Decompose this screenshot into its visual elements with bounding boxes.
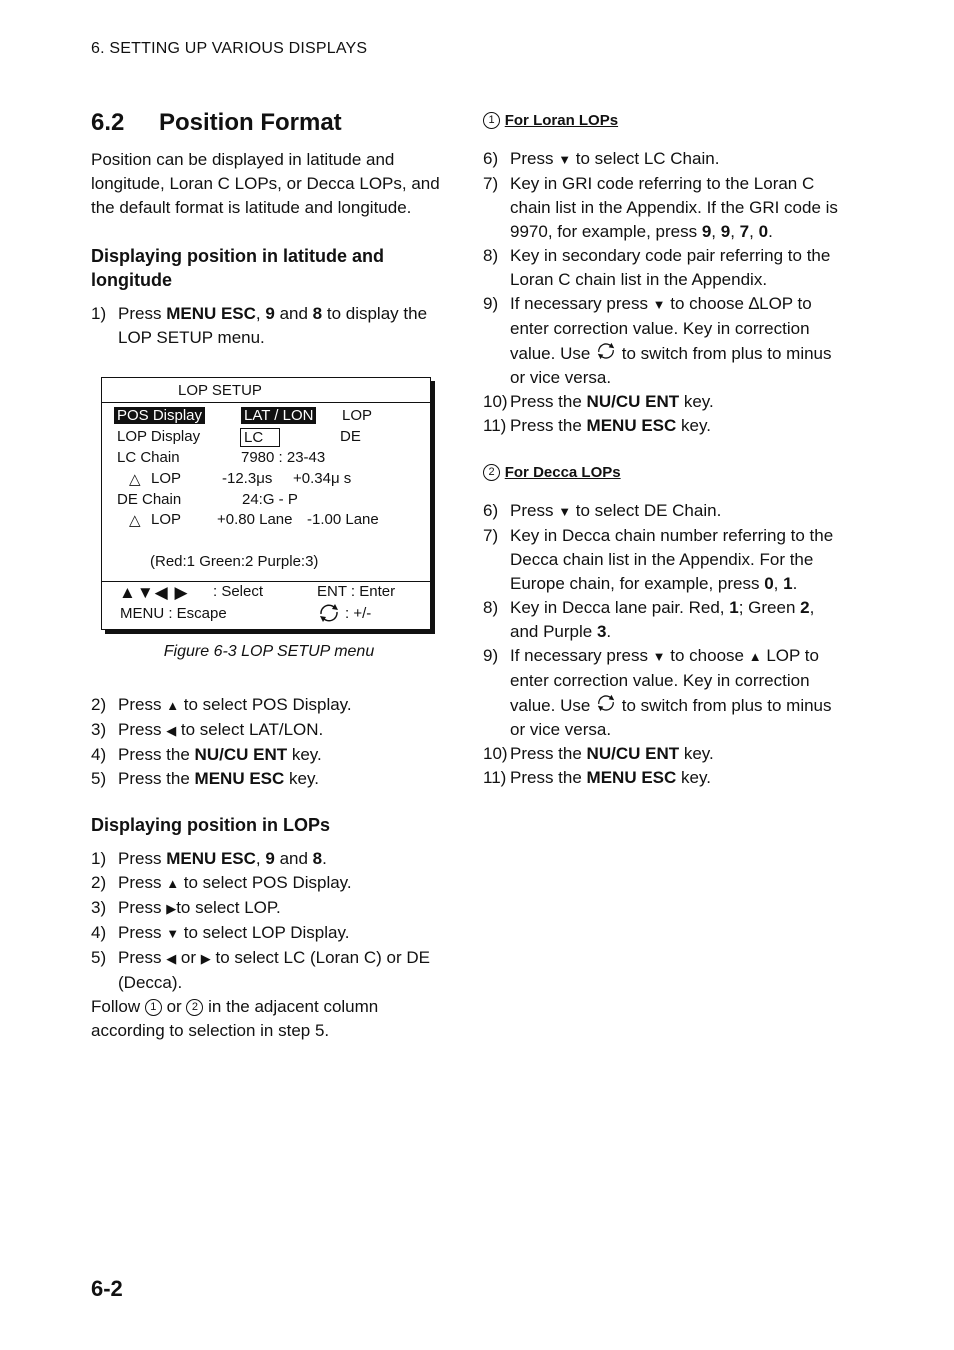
down-arrow-icon: ▼ [652,297,666,312]
latlon-step-3: 3) Press ◀ to select LAT/LON. [91,720,324,739]
delta-icon: △ [129,471,141,488]
latlon-step-5: 5) Press the MENU ESC key. [91,769,319,788]
de-lop-value-1: +0.80 Lane [217,511,293,528]
lop-option: LOP [342,407,373,424]
menu-divider [102,581,430,582]
lops-step-1: 1) Press MENU ESC, 9 and 8. [91,849,327,868]
decca-step-7: 7) Key in Decca chain number referring to the Decca chain list in the Appendix. For the Europe chain, for example, press 0, 1. [483,526,834,593]
left-column [91,108,451,350]
escape-hint: MENU : Escape [120,605,227,622]
down-arrow-icon: ▼ [558,504,572,519]
section-title [91,108,451,138]
decca-step-9: 9) If necessary press ▼ to choose ▲ LOP to enter correction value. Key in correction value. Use to switch from plus to minus or vice versa. [483,646,832,739]
section-heading: Position Format [159,109,342,136]
loran-step-7: 7) Key in GRI code referring to the Loran C chain list in the Appendix. If the GRI code is 9970, for example, press 9, 9, 7, 0. [483,174,838,241]
latlon-step-2: 2) Press ▲ to select POS Display. [91,695,352,714]
loran-step-8: 8) Key in secondary code pair referring to the Loran C chain list in the Appendix. [483,246,831,289]
circled-one-icon: 1 [145,999,162,1016]
up-arrow-icon: ▲ [166,698,180,713]
de-chain-value: 24:G - P [242,491,298,508]
de-lop-value-2: -1.00 Lane [307,511,379,528]
page-number: 6-2 [91,1276,123,1301]
circled-one-icon: 1 [483,112,500,129]
right-column [483,108,843,790]
section-number: 6.2 [91,109,125,136]
decca-heading: 2 For Decca LOPs [483,460,843,485]
follow-note: Follow 1 or 2 in the adjacent column according to selection in step 5. [91,997,379,1040]
decca-step-11: 11) Press the MENU ESC key. [483,768,711,787]
left-column-continued [91,693,451,1043]
enter-hint: ENT : Enter [317,583,396,600]
delta-icon: △ [129,512,141,529]
lop-display-item: LOP Display [117,428,201,445]
de-option: DE [340,428,361,445]
plus-minus-cycle-icon [317,602,341,624]
lc-lop-value-1: -12.3μs [222,470,273,487]
latlon-heading: Displaying position in latitude and longitude [91,246,385,290]
running-header: 6. SETTING UP VARIOUS DISPLAYS [91,40,368,57]
menu-title-bar: LOP SETUP [102,378,430,403]
down-arrow-icon: ▼ [558,152,572,167]
pos-display-item: POS Display [114,407,205,424]
up-arrow-icon: ▲ [166,876,180,891]
plus-minus-cycle-icon [595,341,617,361]
lc-lop-label: LOP [151,470,182,487]
up-arrow-icon: ▲ [748,649,762,664]
de-chain-label: DE Chain [117,491,182,508]
lop-setup-menu-figure [101,377,431,630]
latlon-step-1: 1) Press MENU ESC, 9 and 8 to display the LOP SETUP menu. [91,304,428,347]
lops-step-3: 3) Press ▶to select LOP. [91,898,281,917]
plus-minus-hint: : +/- [345,605,372,622]
left-arrow-icon: ◀ [166,951,177,966]
de-lop-label: LOP [151,511,182,528]
lops-heading: Displaying position in LOPs [91,815,331,835]
lops-step-2: 2) Press ▲ to select POS Display. [91,873,352,892]
lc-chain-value: 7980 : 23-43 [241,449,326,466]
lc-lop-value-2: +0.34μ s [293,470,352,487]
latlon-option: LAT / LON [241,407,316,424]
down-arrow-icon: ▼ [652,649,666,664]
lc-option: LC [240,428,280,447]
figure-caption: Figure 6-3 LOP SETUP menu [163,643,375,660]
circled-two-icon: 2 [186,999,203,1016]
latlon-step-4: 4) Press the NU/CU ENT key. [91,745,322,764]
right-arrow-icon: ▶ [200,951,211,966]
decca-step-6: 6) Press ▼ to select DE Chain. [483,501,722,520]
down-arrow-icon: ▼ [166,926,180,941]
loran-step-6: 6) Press ▼ to select LC Chain. [483,149,720,168]
decca-step-10: 10) Press the NU/CU ENT key. [483,744,714,763]
arrow-keys-icon: ▲▼◀ ▶ [119,583,189,602]
lops-step-4: 4) Press ▼ to select LOP Display. [91,923,350,942]
color-legend: (Red:1 Green:2 Purple:3) [150,553,319,570]
select-hint: : Select [213,583,264,600]
loran-step-10: 10) Press the NU/CU ENT key. [483,392,714,411]
intro-paragraph: Position can be displayed in latitude and longitude, Loran C LOPs, or Decca LOPs, and the default format is latitude and longitude. [91,150,440,217]
plus-minus-cycle-icon [595,693,617,713]
loran-step-11: 11) Press the MENU ESC key. [483,416,711,435]
decca-step-8: 8) Key in Decca lane pair. Red, 1; Green 2, and Purple 3. [483,598,815,641]
left-arrow-icon: ◀ [166,723,177,738]
right-arrow-icon: ▶ [166,901,177,916]
lops-step-5: 5) Press ◀ or ▶ to select LC (Loran C) or DE (Decca). [91,948,430,992]
circled-two-icon: 2 [483,464,500,481]
loran-heading: 1 For Loran LOPs [483,108,843,133]
loran-step-9: 9) If necessary press ▼ to choose ∆LOP to enter correction value. Key in correction value. Use to switch from plus to minus or vice versa. [483,294,832,387]
lc-chain-label: LC Chain [117,449,180,466]
